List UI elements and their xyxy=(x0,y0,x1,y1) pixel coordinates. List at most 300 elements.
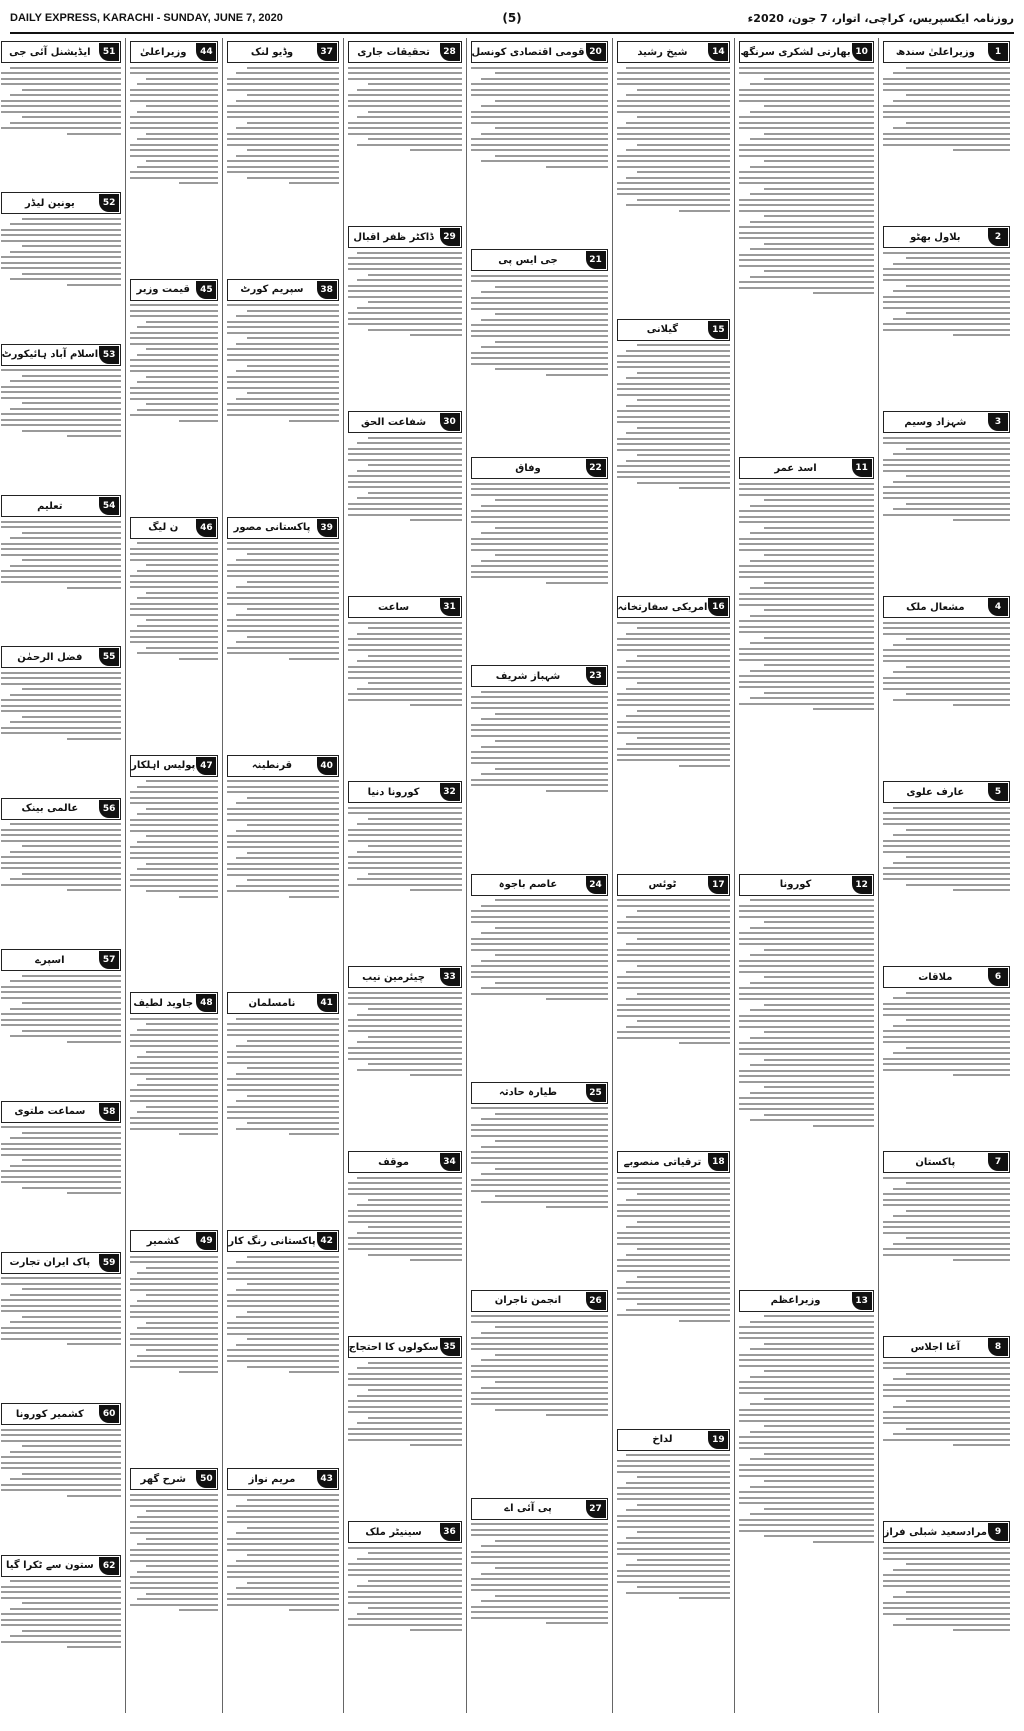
story-body-text xyxy=(130,780,218,898)
story-body-text xyxy=(348,992,462,1077)
news-story xyxy=(348,41,462,222)
news-story xyxy=(1,1101,122,1248)
story-title: ساعت xyxy=(378,601,410,613)
story-headline xyxy=(617,41,731,63)
story-headline xyxy=(883,781,1010,803)
news-story xyxy=(348,596,462,777)
story-body-text xyxy=(1,218,122,286)
story-body-text xyxy=(130,1018,218,1136)
story-body-text xyxy=(1,369,122,437)
story-title: قومی اقتصادی کونسل xyxy=(471,46,585,58)
story-number-badge: 13 xyxy=(852,1292,872,1310)
story-number-badge: 27 xyxy=(586,1500,606,1518)
story-headline xyxy=(471,249,608,271)
story-body-text xyxy=(883,1177,1010,1262)
news-story xyxy=(883,226,1010,407)
story-headline xyxy=(471,457,608,479)
story-title: شیخ رشید xyxy=(637,46,688,58)
news-story xyxy=(471,1290,608,1494)
story-body-text xyxy=(883,67,1010,152)
story-number-badge: 51 xyxy=(99,43,119,61)
news-story xyxy=(130,1230,218,1464)
news-story xyxy=(1,41,122,188)
news-story xyxy=(227,279,338,513)
masthead xyxy=(10,8,1014,34)
news-story xyxy=(1,798,122,945)
story-number-badge: 53 xyxy=(99,346,119,364)
story-body-text xyxy=(227,542,338,660)
story-title: سینیٹر ملک xyxy=(365,1526,422,1538)
story-headline xyxy=(883,1521,1010,1543)
story-body-text xyxy=(883,1547,1010,1632)
story-body-text xyxy=(348,67,462,152)
story-number-badge: 62 xyxy=(99,1557,119,1575)
story-body-text xyxy=(227,1494,338,1612)
news-story xyxy=(130,41,218,275)
story-number-badge: 2 xyxy=(988,228,1008,246)
story-body-text xyxy=(739,67,873,295)
story-headline xyxy=(348,781,462,803)
story-body-text xyxy=(471,67,608,168)
story-headline xyxy=(883,1336,1010,1358)
story-title: ترقیاتی منصوبے xyxy=(623,1156,702,1168)
story-body-text xyxy=(348,1177,462,1262)
story-headline xyxy=(739,41,873,63)
story-headline xyxy=(227,1468,338,1490)
story-title: کشمیر xyxy=(146,1235,180,1247)
story-title: شرح گھر xyxy=(140,1473,186,1485)
news-story xyxy=(1,1403,122,1550)
story-title: پی آئی اے xyxy=(504,1503,552,1515)
story-body-text xyxy=(1,521,122,589)
column-3 xyxy=(612,38,735,1713)
story-title: ڈاکٹر ظفر اقبال xyxy=(353,231,434,243)
story-number-badge: 19 xyxy=(708,1431,728,1449)
story-title: مریم نواز xyxy=(248,1473,296,1485)
story-body-text xyxy=(1,1126,122,1194)
news-story xyxy=(883,1336,1010,1517)
news-story xyxy=(1,1252,122,1399)
story-title: لداخ xyxy=(652,1434,673,1445)
story-title: طیارہ حادثہ xyxy=(498,1087,558,1099)
news-story xyxy=(471,41,608,245)
column-4 xyxy=(466,38,612,1713)
story-body-text xyxy=(130,1494,218,1612)
news-story xyxy=(227,1468,338,1702)
story-number-badge: 3 xyxy=(988,413,1008,431)
story-headline xyxy=(130,279,218,301)
story-body-text xyxy=(1,1277,122,1345)
story-title: یونین لیڈر xyxy=(25,197,75,209)
story-body-text xyxy=(130,542,218,660)
story-body-text xyxy=(883,1362,1010,1447)
story-title: کورونا xyxy=(779,879,812,890)
news-story xyxy=(130,517,218,751)
news-story xyxy=(739,41,873,453)
story-body-text xyxy=(1,1580,122,1648)
story-headline xyxy=(227,992,338,1014)
news-story xyxy=(883,1151,1010,1332)
story-body-text xyxy=(227,304,338,422)
story-number-badge: 32 xyxy=(440,783,460,801)
story-title: گیلانی xyxy=(646,324,679,335)
story-title: تعلیم xyxy=(37,500,63,512)
news-story xyxy=(1,646,122,793)
story-headline xyxy=(883,411,1010,433)
story-number-badge: 44 xyxy=(196,43,216,61)
story-headline xyxy=(1,1252,122,1274)
story-title: وفاق xyxy=(515,462,541,474)
news-story xyxy=(617,596,731,870)
story-title: پاک ایران تجارت xyxy=(9,1257,91,1269)
story-title: شہزاد وسیم xyxy=(904,416,967,428)
news-story xyxy=(348,411,462,592)
story-body-text xyxy=(1,67,122,135)
story-number-badge: 36 xyxy=(440,1523,460,1541)
story-title: عالمی بینک xyxy=(21,803,79,815)
story-number-badge: 38 xyxy=(317,281,337,299)
story-body-text xyxy=(471,899,608,1000)
story-headline xyxy=(471,1498,608,1520)
story-number-badge: 21 xyxy=(586,251,606,269)
story-number-badge: 15 xyxy=(708,321,728,339)
story-title: ملاقات xyxy=(918,971,953,983)
story-headline xyxy=(471,41,608,63)
story-title: ایڈیشنل آئی جی xyxy=(9,46,91,58)
news-story xyxy=(130,755,218,989)
story-body-text xyxy=(471,1523,608,1624)
story-number-badge: 58 xyxy=(99,1103,119,1121)
story-number-badge: 28 xyxy=(440,43,460,61)
news-story xyxy=(883,41,1010,222)
story-headline xyxy=(348,1336,462,1358)
story-body-text xyxy=(227,67,338,185)
story-title: امریکی سفارتخانہ xyxy=(617,601,708,613)
story-title: بھارتی لشکری سرنگھ xyxy=(740,46,851,58)
story-body-text xyxy=(883,437,1010,522)
story-number-badge: 39 xyxy=(317,519,337,537)
news-story xyxy=(739,1290,873,1702)
news-story xyxy=(883,966,1010,1147)
news-story xyxy=(471,457,608,661)
story-body-text xyxy=(471,483,608,584)
story-title: اسپرے xyxy=(35,954,65,966)
story-headline xyxy=(617,1429,731,1451)
story-number-badge: 29 xyxy=(440,228,460,246)
story-headline xyxy=(1,646,122,668)
story-body-text xyxy=(348,1362,462,1447)
story-title: بلاول بھٹو xyxy=(910,231,961,243)
story-title: سپریم کورٹ xyxy=(240,284,304,296)
story-body-text xyxy=(883,807,1010,892)
story-title: وزیراعلیٰ xyxy=(140,46,187,58)
story-number-badge: 26 xyxy=(586,1292,606,1310)
news-story xyxy=(617,41,731,315)
story-number-badge: 11 xyxy=(852,459,872,477)
news-story xyxy=(348,226,462,407)
story-body-text xyxy=(1,1429,122,1497)
story-number-badge: 50 xyxy=(196,1470,216,1488)
story-headline xyxy=(883,966,1010,988)
story-number-badge: 40 xyxy=(317,757,337,775)
story-title: اسلام آباد ہائیکورٹ xyxy=(1,349,99,361)
story-body-text xyxy=(227,1256,338,1374)
story-headline xyxy=(130,41,218,63)
story-headline xyxy=(1,949,122,971)
story-headline xyxy=(739,1290,873,1312)
story-title: کشمیر کورونا xyxy=(15,1408,84,1420)
story-title: جی ایس پی xyxy=(498,254,558,266)
story-body-text xyxy=(1,823,122,891)
story-headline xyxy=(1,495,122,517)
story-title: چیئرمین نیب xyxy=(362,971,425,983)
news-story xyxy=(348,1336,462,1517)
story-number-badge: 37 xyxy=(317,43,337,61)
news-story xyxy=(227,992,338,1226)
story-title: وزیراعظم xyxy=(770,1295,821,1307)
story-title: پاکستانی رنگ کار xyxy=(228,1235,316,1247)
story-number-badge: 42 xyxy=(317,1232,337,1250)
story-title: جاوید لطیف xyxy=(133,997,194,1009)
story-body-text xyxy=(348,437,462,522)
story-body-text xyxy=(617,1177,731,1322)
story-headline xyxy=(883,41,1010,63)
story-headline xyxy=(227,755,338,777)
story-body-text xyxy=(348,807,462,892)
story-body-text xyxy=(1,672,122,740)
column-2 xyxy=(734,38,877,1713)
story-headline xyxy=(883,226,1010,248)
news-story xyxy=(471,874,608,1078)
story-headline xyxy=(130,517,218,539)
news-story xyxy=(617,1151,731,1425)
story-number-badge: 9 xyxy=(988,1523,1008,1541)
story-title: قرنطینہ xyxy=(251,760,293,772)
story-title: پاکستانی مصور xyxy=(233,522,311,534)
news-story xyxy=(1,344,122,491)
story-headline xyxy=(1,41,122,63)
story-title: تحقیقات جاری xyxy=(357,46,430,58)
story-headline xyxy=(227,41,338,63)
story-title: وزیراعلیٰ سندھ xyxy=(895,46,975,58)
story-body-text xyxy=(130,67,218,185)
story-headline xyxy=(130,1468,218,1490)
story-number-badge: 59 xyxy=(99,1254,119,1272)
story-headline xyxy=(471,1082,608,1104)
story-number-badge: 45 xyxy=(196,281,216,299)
story-headline xyxy=(348,226,462,248)
story-headline xyxy=(1,344,122,366)
story-headline xyxy=(617,596,731,618)
story-body-text xyxy=(883,622,1010,707)
story-number-badge: 5 xyxy=(988,783,1008,801)
news-story xyxy=(1,1555,122,1702)
story-headline xyxy=(883,596,1010,618)
story-number-badge: 35 xyxy=(440,1338,460,1356)
story-title: سماعت ملتوی xyxy=(14,1106,86,1118)
story-headline xyxy=(348,1521,462,1543)
story-number-badge: 47 xyxy=(196,757,216,775)
story-body-text xyxy=(348,622,462,707)
story-body-text xyxy=(1,975,122,1043)
story-title: پولیس اہلکار xyxy=(131,760,196,772)
story-title: مشعال ملک xyxy=(906,601,965,613)
news-story xyxy=(227,41,338,275)
story-number-badge: 31 xyxy=(440,598,460,616)
story-number-badge: 14 xyxy=(708,43,728,61)
story-headline xyxy=(739,457,873,479)
story-headline xyxy=(883,1151,1010,1173)
story-headline xyxy=(348,966,462,988)
story-title: قیمت وزیر xyxy=(136,284,190,296)
story-number-badge: 12 xyxy=(852,876,872,894)
story-headline xyxy=(348,41,462,63)
story-headline xyxy=(348,596,462,618)
story-body-text xyxy=(471,275,608,376)
story-body-text xyxy=(739,899,873,1127)
news-story xyxy=(130,279,218,513)
story-headline xyxy=(227,279,338,301)
story-headline xyxy=(227,1230,338,1252)
story-body-text xyxy=(739,1315,873,1543)
story-headline xyxy=(130,755,218,777)
story-number-badge: 33 xyxy=(440,968,460,986)
news-story xyxy=(227,1230,338,1464)
story-number-badge: 6 xyxy=(988,968,1008,986)
story-number-badge: 49 xyxy=(196,1232,216,1250)
story-number-badge: 52 xyxy=(99,194,119,212)
masthead-urdu: روزنامہ ایکسپریس، کراچی، اتوار، 7 جون، 2020ء xyxy=(747,12,1014,25)
story-headline xyxy=(227,517,338,539)
news-story xyxy=(227,755,338,989)
story-headline xyxy=(617,319,731,341)
story-body-text xyxy=(471,691,608,792)
story-number-badge: 7 xyxy=(988,1153,1008,1171)
story-headline xyxy=(130,1230,218,1252)
news-story xyxy=(617,319,731,593)
story-number-badge: 30 xyxy=(440,413,460,431)
column-1 xyxy=(878,38,1014,1713)
story-number-badge: 43 xyxy=(317,1470,337,1488)
story-headline xyxy=(739,874,873,896)
news-story xyxy=(348,1151,462,1332)
story-number-badge: 46 xyxy=(196,519,216,537)
news-story xyxy=(130,1468,218,1702)
story-headline xyxy=(1,192,122,214)
story-number-badge: 25 xyxy=(586,1084,606,1102)
story-title: شفاعت الحق xyxy=(361,416,427,428)
news-story xyxy=(617,1429,731,1703)
story-title: وڈیو لنک xyxy=(250,46,294,58)
news-story xyxy=(348,781,462,962)
column-6 xyxy=(222,38,342,1713)
story-body-text xyxy=(739,483,873,711)
story-number-badge: 18 xyxy=(708,1153,728,1171)
news-story xyxy=(471,665,608,869)
news-story xyxy=(471,1082,608,1286)
story-headline xyxy=(471,665,608,687)
story-body-text xyxy=(617,622,731,767)
story-headline xyxy=(1,1101,122,1123)
story-body-text xyxy=(471,1315,608,1416)
story-body-text xyxy=(348,1547,462,1632)
story-body-text xyxy=(617,67,731,212)
story-number-badge: 4 xyxy=(988,598,1008,616)
story-body-text xyxy=(617,344,731,489)
story-number-badge: 16 xyxy=(708,598,728,616)
story-headline xyxy=(348,411,462,433)
story-title: ن لیگ xyxy=(148,522,179,534)
story-headline xyxy=(348,1151,462,1173)
story-title: نامسلمان xyxy=(248,997,296,1009)
story-number-badge: 24 xyxy=(586,876,606,894)
story-title: کورونا دنیا xyxy=(367,786,420,798)
story-number-badge: 48 xyxy=(196,994,216,1012)
story-body-text xyxy=(130,304,218,422)
story-body-text xyxy=(227,1018,338,1136)
story-title: مرادسعید شبلی فراز xyxy=(883,1526,987,1538)
story-number-badge: 56 xyxy=(99,800,119,818)
news-story xyxy=(1,949,122,1096)
story-body-text xyxy=(227,780,338,898)
news-story xyxy=(471,249,608,453)
news-story xyxy=(1,495,122,642)
story-headline xyxy=(130,992,218,1014)
news-story xyxy=(1,192,122,339)
story-headline xyxy=(1,1403,122,1425)
story-body-text xyxy=(617,1454,731,1599)
story-body-text xyxy=(617,899,731,1044)
news-story xyxy=(348,966,462,1147)
news-story xyxy=(739,457,873,869)
news-story xyxy=(883,411,1010,592)
news-story xyxy=(348,1521,462,1702)
story-headline xyxy=(617,874,731,896)
story-number-badge: 1 xyxy=(988,43,1008,61)
story-title: عارف علوی xyxy=(906,786,965,798)
story-number-badge: 54 xyxy=(99,497,119,515)
column-5 xyxy=(343,38,466,1713)
masthead-english: DAILY EXPRESS, KARACHI - SUNDAY, JUNE 7, 2020 xyxy=(10,12,283,24)
story-headline xyxy=(617,1151,731,1173)
story-headline xyxy=(1,798,122,820)
story-body-text xyxy=(883,992,1010,1077)
story-title: ستون سے ٹکرا گیا xyxy=(5,1560,94,1572)
story-body-text xyxy=(471,1107,608,1208)
story-number-badge: 23 xyxy=(586,667,606,685)
column-8 xyxy=(0,38,125,1713)
news-story xyxy=(617,874,731,1148)
news-story xyxy=(883,781,1010,962)
news-story xyxy=(227,517,338,751)
story-headline xyxy=(471,874,608,896)
story-number-badge: 17 xyxy=(708,876,728,894)
story-number-badge: 60 xyxy=(99,1405,119,1423)
news-story xyxy=(739,874,873,1286)
story-number-badge: 57 xyxy=(99,951,119,969)
story-number-badge: 41 xyxy=(317,994,337,1012)
article-columns xyxy=(1,38,1014,1713)
story-number-badge: 8 xyxy=(988,1338,1008,1356)
story-body-text xyxy=(130,1256,218,1374)
story-number-badge: 34 xyxy=(440,1153,460,1171)
story-number-badge: 10 xyxy=(852,43,872,61)
newspaper-page xyxy=(1,8,1014,1713)
story-title: آغا اجلاس xyxy=(910,1341,961,1353)
story-title: شہباز شریف xyxy=(495,670,561,682)
story-title: پاکستان xyxy=(915,1156,956,1168)
news-story xyxy=(130,992,218,1226)
